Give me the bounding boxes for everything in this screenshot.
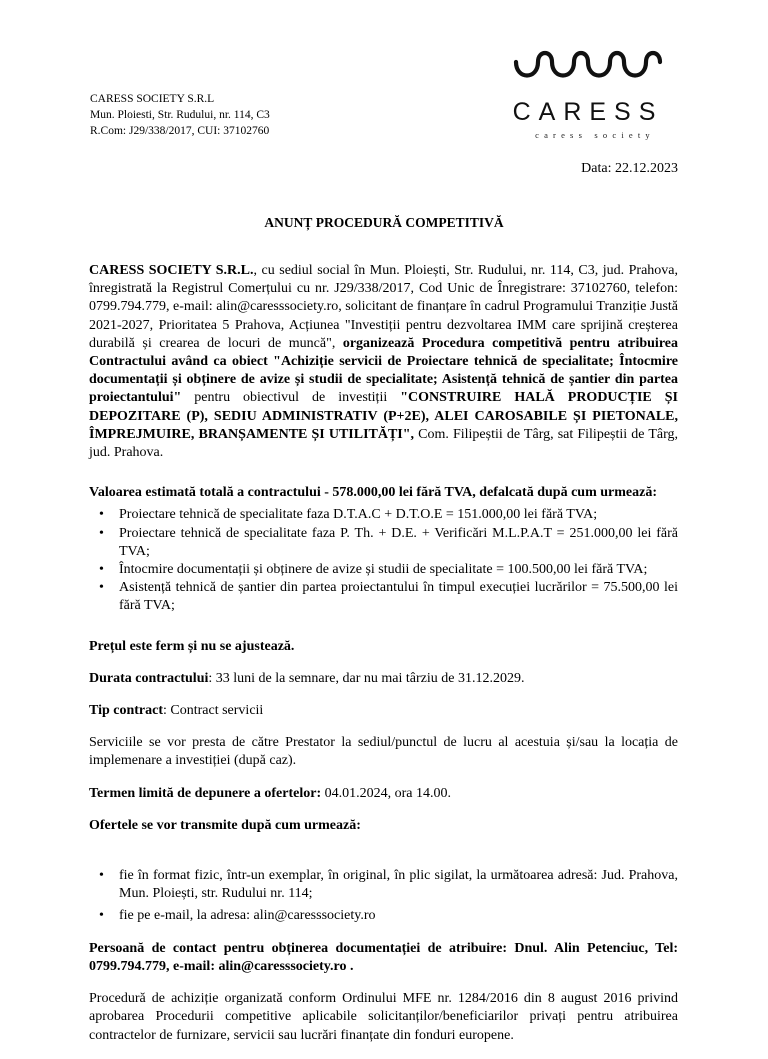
price-note-text: Prețul este ferm și nu se ajustează.	[89, 638, 295, 654]
company-header	[90, 91, 270, 139]
value-heading-text: Valoarea estimată totală a contractului - 578.000,00 lei fără TVA, defalcată după cum urmează:	[89, 485, 657, 501]
intro-company: CARESS SOCIETY S.R.L.	[89, 263, 254, 278]
list-item: • Asistență tehnică de șantier din partea proiectantului în timpul execuției lucrărilor = 75.500,00 lei fără TVA;	[119, 579, 678, 615]
deadline-value: 04.01.2024, ora 14.00.	[321, 785, 452, 801]
value-list	[89, 506, 678, 615]
logo-brand: CARESS	[512, 98, 664, 126]
intro-procedure: organizează Procedura competitivă pentru atribuirea Contractului având ca obiect "Achiziție servicii de Proiectare tehnică de specialitate; Întocmire documentații și obținere de avize și studii de specialitate; Asistență tehnică de șantier din partea proiectantului"	[89, 335, 678, 406]
contract-type-label: Tip contract	[89, 703, 164, 719]
intro-paragraph	[89, 262, 678, 462]
services-paragraph: Serviciile se vor presta de către Prestator la sediul/punctul de lucru al acestuia și/sau la locația de implemenare a investiției (după caz).	[89, 735, 678, 769]
duration-value: : 33 luni de la semnare, dar nu mai târziu de 31.12.2029.	[208, 670, 525, 686]
document-body	[89, 262, 678, 1059]
list-item: • Proiectare tehnică de specialitate faza D.T.A.C + D.T.O.E = 151.000,00 lei fără TVA;	[119, 506, 678, 524]
document-title: ANUNȚ PROCEDURĂ COMPETITIVĂ	[264, 215, 504, 230]
company-name: CARESS SOCIETY S.R.L	[90, 93, 215, 105]
footer-paragraph: Procedură de achiziție organizată conform Ordinului MFE nr. 1284/2016 din 8 august 2016 privind aprobarea Procedurii competitive aplicabile solicitanților/beneficiarilor privați pentru atribuirea contractelor de furnizare, servicii sau lucrări finanțate din fonduri europene.	[89, 991, 678, 1043]
list-item: • Proiectare tehnică de specialitate faza P. Th. + D.E. + Verificări M.L.P.A.T = 251.000,00 lei fără TVA;	[119, 525, 678, 561]
intro-text-1: , cu sediul social în Mun. Ploiești, Str. Rudului, nr. 114, C3, jud. Prahova, înregistrată la Registrul Comerțului cu nr. J29/338/2017, Cod Unic de Înregistrare: 37102760, telefon: 0799.794.779, e-mail: alin@caresssociety.ro, solicitant de finanțare în cadrul Programului Tranziție Justă 2021-2027, Prioritatea 5 Prahova, Acțiunea "Investiții pentru dezvoltarea IMM care sprijină creșterea durabilă și crearea de locuri de muncă",	[89, 263, 679, 351]
transmit-heading	[89, 817, 678, 835]
transmit-list	[89, 867, 678, 926]
deadline-line	[89, 785, 678, 803]
logo-tagline: caress society	[535, 130, 655, 140]
company-registry: R.Com: J29/338/2017, CUI: 37102760	[90, 125, 270, 137]
caress-logo	[512, 40, 672, 145]
contract-type-line	[89, 702, 678, 720]
intro-text-3: Com. Filipeștii de Târg, sat Filipeștii de Târg, jud. Prahova.	[89, 426, 678, 461]
transmit-heading-text: Ofertele se vor transmite după cum urmează:	[89, 817, 361, 833]
price-note	[89, 638, 678, 656]
company-address: Mun. Ploiesti, Str. Rudului, nr. 114, C3	[90, 109, 270, 121]
duration-line	[89, 670, 678, 688]
list-item: • fie în format fizic, într-un exemplar, în original, în plic sigilat, la următoarea adresă: Jud. Prahova, Mun. Ploiești, str. Rudului nr. 114;	[119, 867, 678, 903]
value-heading	[89, 484, 678, 502]
intro-investment: "CONSTRUIRE HALĂ PRODUCȚIE ȘI DEPOZITARE (P), SEDIU ADMINISTRATIV (P+2E), ALEI CAROSABILE ȘI PIETONALE, ÎMPREJMUIRE, BRANȘAMENTE ȘI UTILITĂȚI",	[89, 390, 678, 442]
duration-label: Durata contractului	[89, 670, 209, 686]
contact-text: Persoană de contact pentru obținerea documentației de atribuire: Dnul. Alin Petenciuc, Tel: 0799.794.779, e-mail: alin@caresssociety.ro .	[89, 940, 678, 974]
contract-type-value: : Contract servicii	[163, 703, 264, 719]
deadline-label: Termen limită de depunere a ofertelor:	[89, 785, 322, 801]
document-date: Data: 22.12.2023	[581, 161, 678, 176]
list-item: • Întocmire documentații și obținere de avize și studii de specialitate = 100.500,00 lei fără TVA;	[119, 561, 678, 579]
intro-text-2: pentru obiectivul de investiții	[181, 390, 401, 406]
logo-wave-icon	[512, 44, 664, 90]
contact-paragraph	[89, 940, 678, 976]
list-item: • fie pe e-mail, la adresa: alin@caresssociety.ro	[119, 907, 678, 925]
